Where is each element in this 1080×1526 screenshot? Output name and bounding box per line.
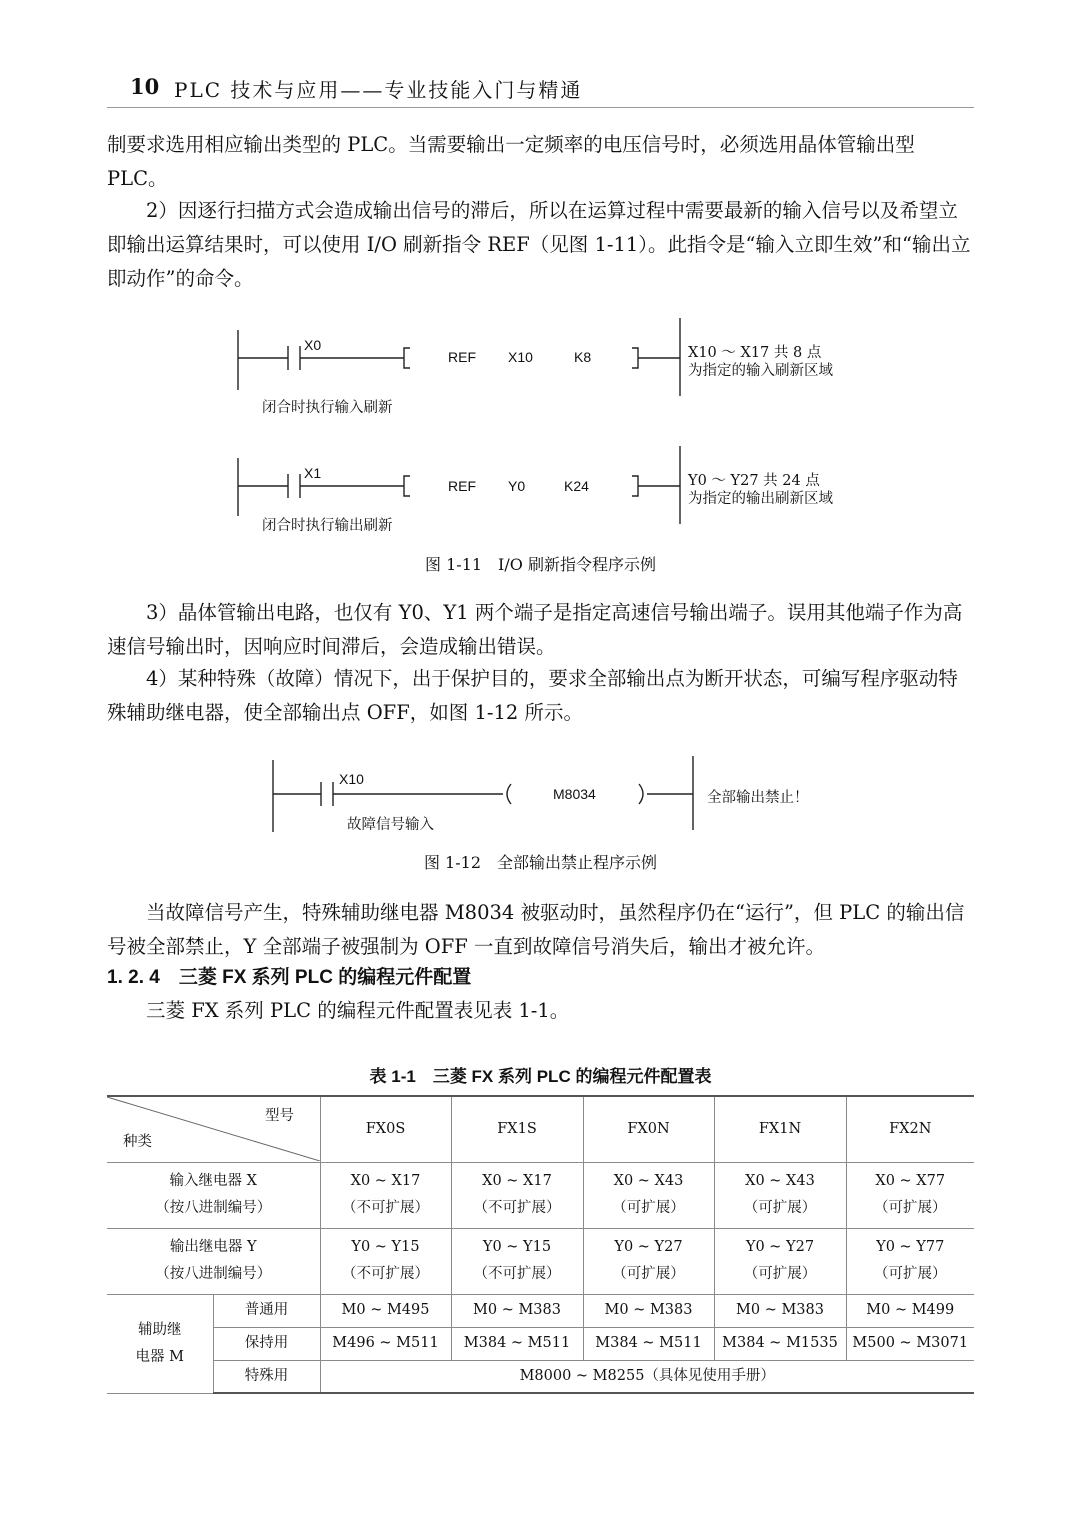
model-header: FX2N (846, 1096, 974, 1162)
diag-top-label: 型号 (265, 1108, 294, 1124)
bracket-close (632, 348, 638, 368)
table-cell: Y0 ~ Y77 （可扩展） (846, 1228, 974, 1294)
table-cell: M0 ~ M495 (320, 1294, 451, 1327)
table-cell: M500 ~ M3071 (846, 1327, 974, 1360)
sub-row-label: 保持用 (213, 1327, 320, 1360)
table-cell: X0 ~ X43 （可扩展） (583, 1162, 714, 1228)
table-header-row (107, 1096, 974, 1162)
table-cell: Y0 ~ Y15 （不可扩展） (320, 1228, 451, 1294)
ladder-diagram-fig-1-11 (230, 318, 870, 548)
operand: K8 (574, 349, 592, 365)
annotation: 闭合时执行输入刷新 (262, 400, 393, 416)
annotation: 故障信号输入 (347, 817, 434, 833)
coil-open (507, 784, 511, 804)
paragraph-6: 三菱 FX 系列 PLC 的编程元件配置表见表 1-1。 (146, 999, 570, 1022)
diag-bottom-label: 种类 (123, 1134, 152, 1150)
table-cell: X0 ~ X17 （不可扩展） (451, 1162, 583, 1228)
diagonal-header-cell (107, 1096, 320, 1162)
operand: K24 (564, 478, 589, 494)
paragraph-1: 制要求选用相应输出类型的 PLC。当需要输出一定频率的电压信号时，必须选用晶体管输出型 PLC。 (107, 133, 915, 190)
annotation: 全部输出禁止！ (707, 790, 809, 806)
page-number: 10 (130, 74, 160, 99)
table-cell: Y0 ~ Y15 （不可扩展） (451, 1228, 583, 1294)
section-heading: 1. 2. 4 三菱 FX 系列 PLC 的编程元件配置 (107, 967, 472, 988)
figure-caption: 图 1-12 全部输出禁止程序示例 (423, 853, 658, 872)
table-cell: M8000 ~ M8255（具体见使用手册） (320, 1360, 974, 1393)
annotation: 为指定的输出刷新区域 (688, 491, 833, 507)
table-row-m-special (107, 1360, 974, 1393)
config-table (107, 1095, 974, 1394)
table-row-m-latch (107, 1327, 974, 1360)
sub-row-label: 普通用 (213, 1294, 320, 1327)
paragraph-3: 3）晶体管输出电路，也仅有 Y0、Y1 两个端子是指定高速信号输出端子。误用其他端子作为高速信号输出时，因响应时间滞后，会造成输出错误。 (107, 601, 963, 658)
table-cell: M384 ~ M511 (451, 1327, 583, 1360)
row-label: 输入继电器 X （按八进制编号） (107, 1162, 320, 1228)
annotation: 为指定的输入刷新区域 (688, 363, 833, 379)
annotation: 闭合时执行输出刷新 (262, 518, 393, 534)
contact-label: X0 (304, 337, 322, 353)
table-cell: Y0 ~ Y27 （可扩展） (583, 1228, 714, 1294)
annotation: X10 ～ X17 共 8 点 (688, 345, 822, 361)
sub-row-label: 特殊用 (213, 1360, 320, 1393)
model-header: FX1N (714, 1096, 846, 1162)
model-header: FX0S (320, 1096, 451, 1162)
table-cell: M384 ~ M511 (583, 1327, 714, 1360)
table-cell: X0 ~ X43 （可扩展） (714, 1162, 846, 1228)
contact-label: X10 (339, 771, 364, 787)
table-cell: M384 ~ M1535 (714, 1327, 846, 1360)
instruction: REF (448, 349, 476, 365)
table-cell: M0 ~ M383 (714, 1294, 846, 1327)
table-cell: M0 ~ M383 (451, 1294, 583, 1327)
coil-close (639, 784, 643, 804)
row-label: 辅助继 电器 M (107, 1294, 213, 1393)
table-cell: Y0 ~ Y27 （可扩展） (714, 1228, 846, 1294)
table-title: 表 1-1 三菱 FX 系列 PLC 的编程元件配置表 (369, 1067, 712, 1086)
table-cell: M0 ~ M383 (583, 1294, 714, 1327)
bracket-open (404, 348, 410, 368)
paragraph-4: 4）某种特殊（故障）情况下，出于保护目的，要求全部输出点为断开状态，可编写程序驱动特殊辅助继电器，使全部输出点 OFF，如图 1-12 所示。 (107, 667, 958, 724)
annotation: Y0 ～ Y27 共 24 点 (688, 473, 820, 489)
operand: X10 (508, 349, 533, 365)
row-label: 输出继电器 Y （按八进制编号） (107, 1228, 320, 1294)
instruction: REF (448, 478, 476, 494)
table-row-x (107, 1162, 974, 1228)
coil-label: M8034 (553, 786, 596, 802)
table-row-m-general (107, 1294, 974, 1327)
table-cell: M496 ~ M511 (320, 1327, 451, 1360)
model-header: FX1S (451, 1096, 583, 1162)
running-title: PLC 技术与应用——专业技能入门与精通 (174, 78, 583, 102)
table-row-y (107, 1228, 974, 1294)
table-cell: M0 ~ M499 (846, 1294, 974, 1327)
header-rule (107, 107, 974, 108)
model-header: FX0N (583, 1096, 714, 1162)
table-cell: X0 ~ X77 （可扩展） (846, 1162, 974, 1228)
figure-caption: 图 1-11 I/O 刷新指令程序示例 (425, 555, 656, 574)
ladder-diagram-fig-1-12 (265, 752, 825, 836)
contact-label: X1 (304, 465, 322, 481)
operand: Y0 (508, 478, 526, 494)
table-cell: X0 ~ X17 （不可扩展） (320, 1162, 451, 1228)
paragraph-5: 当故障信号产生，特殊辅助继电器 M8034 被驱动时，虽然程序仍在“运行”，但 PLC 的输出信号被全部禁止，Y 全部端子被强制为 OFF 一直到故障信号消失后，输出才被允许。 (107, 901, 965, 958)
paragraph-2: 2）因逐行扫描方式会造成输出信号的滞后，所以在运算过程中需要最新的输入信号以及希望立即输出运算结果时，可以使用 I/O 刷新指令 REF（见图 1-11）。此指令是“输入立即生效”和“输出立即动作”的命令。 (107, 199, 971, 290)
